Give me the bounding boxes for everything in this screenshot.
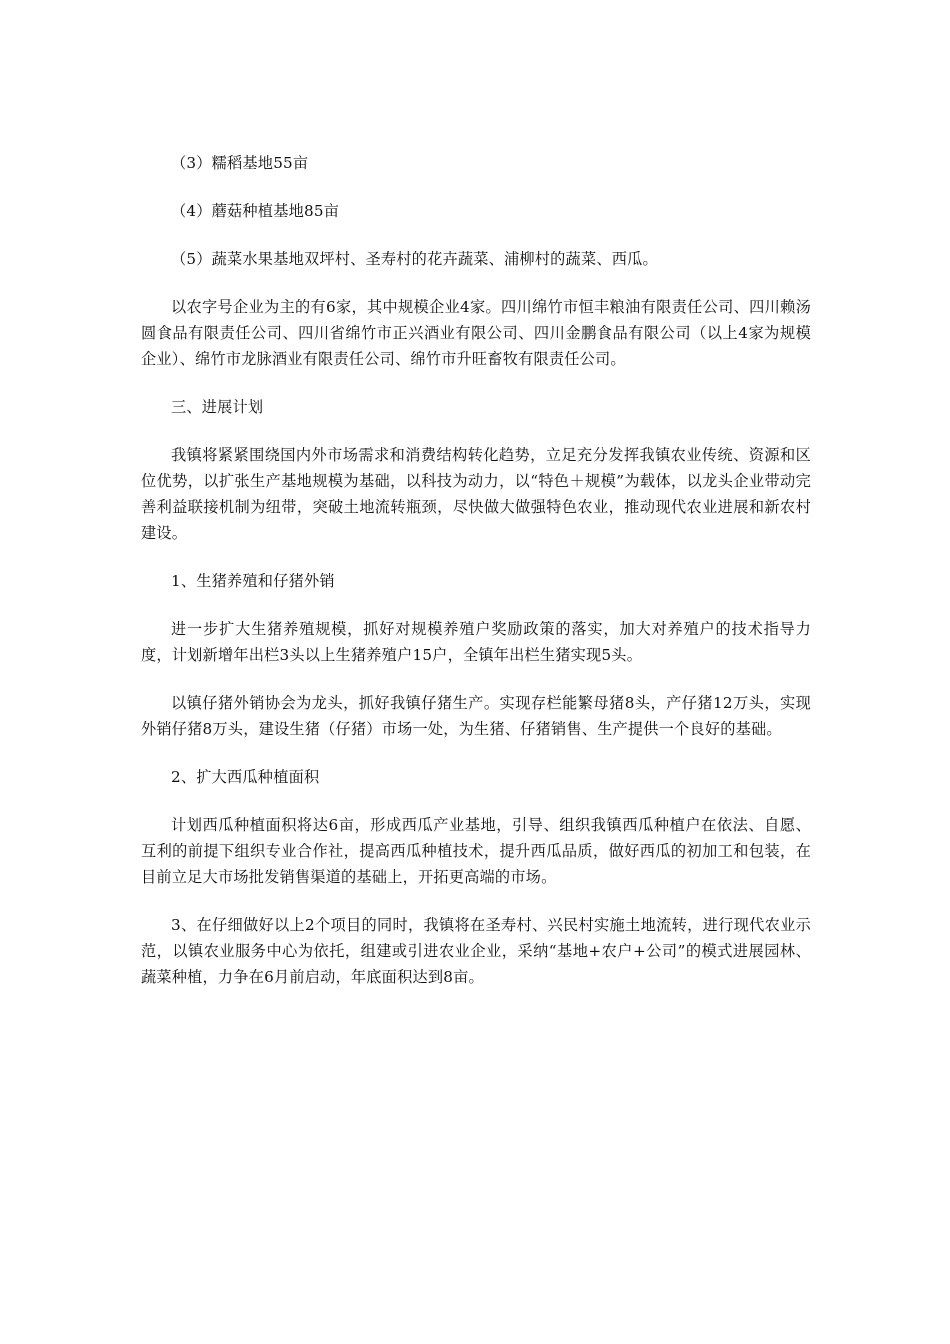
subheading-watermelon-area: 2、扩大西瓜种植面积 xyxy=(171,768,320,786)
paragraph-piglet-export: 以镇仔猪外销协会为龙头，抓好我镇仔猪生产。实现存栏能繁母猪8头，产仔猪12万头，实现外销仔猪8万头，建设生猪（仔猪）市场一处，为生猪、仔猪销售、生产提供一个良好的基础。 xyxy=(141,694,811,738)
paragraph-vegetable-fruit-base: （5）蔬菜水果基地双坪村、圣寿村的花卉蔬菜、浦柳村的蔬菜、西瓜。 xyxy=(171,250,658,268)
section-heading-development-plan: 三、进展计划 xyxy=(171,398,264,416)
paragraph-pig-scale: 进一步扩大生猪养殖规模，抓好对规模养殖户奖励政策的落实，加大对养殖户的技术指导力度，计划新增年出栏3头以上生猪养殖户15户，全镇年出栏生猪实现5头。 xyxy=(141,620,811,664)
paragraph-plan-overview: 我镇将紧紧围绕国内外市场需求和消费结构转化趋势，立足充分发挥我镇农业传统、资源和区位优势，以扩张生产基地规模为基础，以科技为动力，以“特色＋规模”为载体，以龙头企业带动完善利益联接机制为纽带，突破土地流转瓶颈，尽快做大做强特色农业，推动现代农业进展和新农村建设。 xyxy=(141,446,811,542)
document-body xyxy=(141,150,811,1012)
paragraph-agricultural-enterprises: 以农字号企业为主的有6家，其中规模企业4家。四川绵竹市恒丰粮油有限责任公司、四川赖汤圆食品有限责任公司、四川省绵竹市正兴酒业有限公司、四川金鹏食品有限公司（以上4家为规模企业）、绵竹市龙脉酒业有限责任公司、绵竹市升旺畜牧有限责任公司。 xyxy=(141,298,811,368)
paragraph-glutinous-rice-base: （3）糯稻基地55亩 xyxy=(171,154,309,172)
paragraph-mushroom-base: （4）蘑菇种植基地85亩 xyxy=(171,202,340,220)
paragraph-watermelon-plan: 计划西瓜种植面积将达6亩，形成西瓜产业基地，引导、组织我镇西瓜种植户在依法、自愿、互利的前提下组织专业合作社，提高西瓜种植技术，提升西瓜品质，做好西瓜的初加工和包装，在目前立足大市场批发销售渠道的基础上，开拓更高端的市场。 xyxy=(141,816,811,886)
subheading-pig-breeding: 1、生猪养殖和仔猪外销 xyxy=(171,572,335,590)
paragraph-land-transfer: 3、在仔细做好以上2个项目的同时，我镇将在圣寿村、兴民村实施土地流转，进行现代农业示范，以镇农业服务中心为依托，组建或引进农业企业，采纳“基地+农户+公司”的模式进展园林、蔬菜种植，力争在6月前启动，年底面积达到8亩。 xyxy=(141,916,811,986)
